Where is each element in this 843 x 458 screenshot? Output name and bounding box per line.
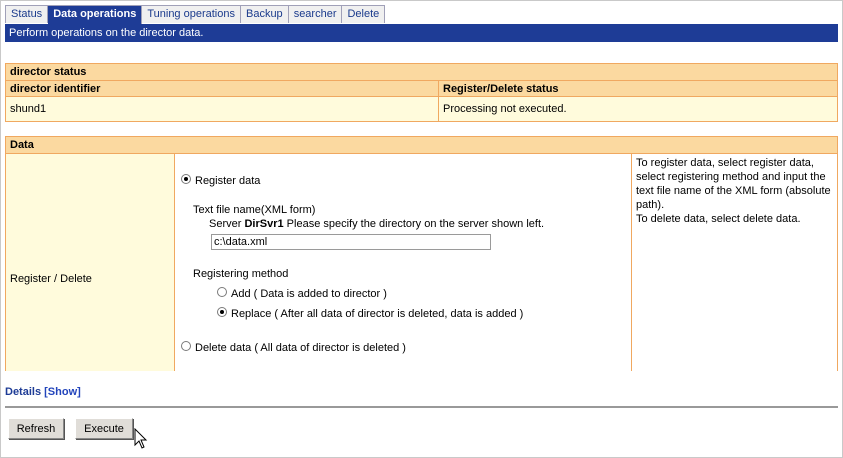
row-label-cell [6,154,175,371]
add-radio[interactable] [217,287,227,297]
tab-bar [5,5,385,24]
mouse-pointer-icon [134,428,148,450]
column-header-identifier: director identifier [6,81,439,97]
tab-status[interactable]: Status [5,5,48,23]
register-delete-status-value: Processing not executed. [439,97,837,121]
xml-file-path-input[interactable] [211,234,491,250]
server-name: DirSvr1 [244,218,284,230]
register-data-radio[interactable] [181,174,191,184]
details-toggle [5,386,81,398]
page-description-banner: Perform operations on the director data. [5,24,838,42]
column-header-status: Register/Delete status [439,81,837,97]
details-label: Details [5,386,42,398]
tab-data-operations[interactable]: Data operations [48,5,142,24]
data-table [5,136,838,371]
server-note [209,218,544,230]
director-status-title: director status [6,64,837,81]
tab-backup[interactable]: Backup [241,5,289,23]
tab-tuning-operations[interactable]: Tuning operations [142,5,241,23]
show-details-link[interactable]: [Show] [44,386,81,398]
help-delete-text: To delete data, select delete data. [636,213,801,225]
register-data-label: Register data [195,175,261,187]
refresh-button[interactable]: Refresh [8,418,64,439]
execute-button[interactable]: Execute [75,418,133,439]
register-delete-label: Register / Delete [10,273,92,285]
data-section-title: Data [6,137,837,154]
replace-radio[interactable] [217,307,227,317]
help-register-text: To register data, select register data, select registering method and input the text file name of the XML form (absolute path). [636,157,831,211]
text-file-label: Text file name(XML form) [193,204,316,216]
director-identifier-value: shund1 [6,97,439,121]
table-row [6,97,837,121]
server-note-text: Please specify the directory on the server shown left. [286,218,545,230]
add-label: Add ( Data is added to director ) [231,288,387,300]
tab-searcher[interactable]: searcher [289,5,343,23]
delete-data-label: Delete data ( All data of director is deleted ) [195,342,406,354]
registering-method-label: Registering method [193,268,289,280]
director-status-table [5,63,838,122]
tab-delete[interactable]: Delete [342,5,385,23]
delete-data-radio[interactable] [181,341,191,351]
server-prefix: Server [209,218,242,230]
replace-label: Replace ( After all data of director is deleted, data is added ) [231,308,524,320]
help-text-cell [632,154,837,371]
form-cell [175,154,632,371]
divider [5,406,838,408]
